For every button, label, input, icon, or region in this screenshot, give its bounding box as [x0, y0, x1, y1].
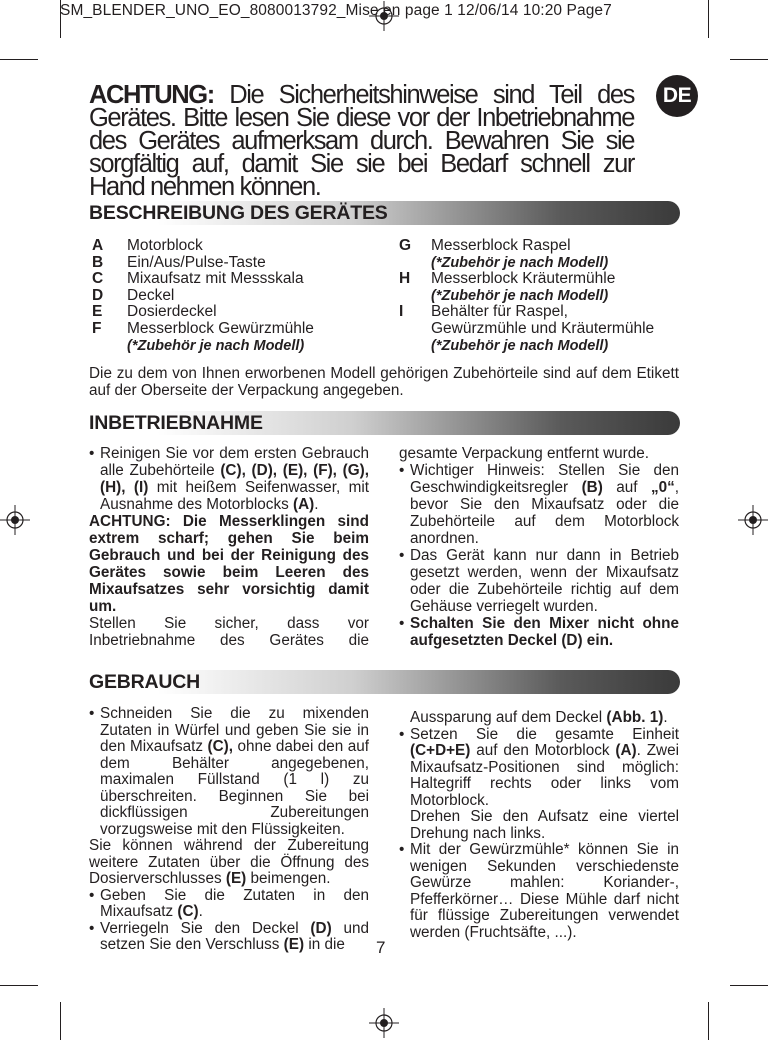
paragraph: Sie können während der Zubereitung weitere Zutaten über die Öffnung des Dosierverschlusses (E) beimengen.	[89, 837, 369, 887]
section-title-usage: GEBRAUCH	[89, 671, 201, 693]
list-item-note: (*Zubehör je nach Modell)	[127, 337, 305, 354]
list-item: • Schneiden Sie die zu mixenden Zutaten in Würfel und geben Sie sie in den Mixaufsatz (C), ohne dabei den auf dem Behälter angegebenen, maximalen Füllstand (1 l) zu überschreiten. Beginnen Sie bei dickflüssigen Zubereitungen vorzugsweise mit den Flüssigkeiten.	[89, 706, 369, 838]
list-item: H Messerblock Kräutermühle	[399, 270, 616, 288]
list-item-note: (*Zubehör je nach Modell)	[431, 287, 609, 304]
list-item: F Messerblock Gewürzmühle	[92, 319, 314, 337]
warning-text: Die Sicherheitshinweise sind Teil des Gerätes. Bitte lesen Sie diese vor der Inbetriebnahme des Gerätes aufmerksam durch. Bewahren Sie sie sorgfältig auf, damit Sie sie bei Bedarf schnell zur Hand nehmen können.	[89, 81, 634, 201]
section-heading-bar	[86, 201, 680, 225]
list-item-note: (*Zubehör je nach Modell)	[431, 254, 609, 271]
crop-mark	[708, 1002, 709, 1040]
crop-mark	[60, 1002, 61, 1040]
warning-label: ACHTUNG:	[89, 81, 214, 109]
list-item: C Mixaufsatz mit Messskala	[92, 270, 304, 288]
list-item: • Verriegeln Sie den Deckel (D) und setzen Sie den Verschluss (E) in die	[89, 921, 369, 954]
registration-mark-icon	[369, 1008, 399, 1038]
list-item: • Das Gerät kann nur dann in Betrieb gesetzt werden, wenn der Mixaufsatz oder die Zubehörteile richtig auf dem Gehäuse verriegelt wurden.	[399, 547, 679, 615]
setup-left-column	[89, 445, 369, 649]
list-item: • Geben Sie die Zutaten in den Mixaufsatz (C).	[89, 888, 369, 921]
blade-warning: ACHTUNG: Die Messerklingen sind extrem scharf; gehen Sie beim Gebrauch und bei der Reinigung des Gerätes sowie beim Leeren des Mixaufsatzes sehr vorsichtig damit um.	[89, 513, 369, 615]
section-heading-bar	[86, 411, 680, 435]
list-item: • Setzen Sie die gesamte Einheit (C+D+E) auf den Motorblock (A). Zwei Mixaufsatz-Positionen sind möglich: Haltegriff rechts oder links vom Motorblock.	[399, 727, 679, 810]
page-number: 7	[376, 938, 386, 957]
list-item: E Dosierdeckel	[92, 303, 217, 321]
list-item-note: (*Zubehör je nach Modell)	[431, 337, 609, 354]
list-item: Gewürzmühle und Kräutermühle	[431, 319, 655, 337]
list-item: D Deckel	[92, 286, 175, 304]
list-item: I Behälter für Raspel,	[399, 303, 568, 321]
list-item: G Messerblock Raspel	[399, 237, 571, 254]
safety-warning	[89, 81, 634, 201]
list-item: • Mit der Gewürzmühle* können Sie in wenigen Sekunden verschiedenste Gewürze mahlen: Koriander-, Pfefferkörner… Diese Mühle darf nicht für flüssige Zubereitungen verwendet werden (Fruchtsäfte, ...).	[399, 842, 679, 941]
accessory-note: Die zu dem von Ihnen erworbenen Modell gehörigen Zubehörteile sind auf dem Etikett auf der Oberseite der Verpackung angegeben.	[89, 365, 679, 399]
parts-list-right	[399, 238, 689, 354]
usage-left-column	[89, 706, 369, 954]
paragraph: Aussparung auf dem Deckel (Abb. 1).	[410, 709, 668, 726]
crop-mark	[730, 985, 768, 986]
setup-right-column	[399, 445, 679, 649]
paragraph: gesamte Verpackung entfernt wurde.	[399, 445, 650, 462]
parts-list-left	[92, 238, 392, 354]
print-slug-header: SM_BLENDER_UNO_EO_8080013792_Mise en page 1 12/06/14 10:20 Page7	[60, 2, 612, 19]
crop-mark	[708, 0, 709, 38]
usage-right-column	[399, 710, 679, 941]
list-item: • Schalten Sie den Mixer nicht ohne aufgesetzten Deckel (D) ein.	[399, 615, 679, 649]
section-heading-bar	[86, 670, 680, 694]
list-item: A Motorblock	[92, 237, 203, 254]
crop-mark	[0, 985, 38, 986]
section-title-description: BESCHREIBUNG DES GERÄTES	[89, 202, 388, 224]
section-title-setup: INBETRIEBNAHME	[89, 412, 263, 434]
registration-mark-icon	[0, 505, 30, 535]
paragraph: Drehen Sie den Aufsatz eine viertel Drehung nach links.	[410, 808, 679, 842]
crop-mark	[730, 59, 768, 60]
language-badge: DE	[656, 75, 698, 117]
list-item: B Ein/Aus/Pulse-Taste	[92, 253, 266, 271]
list-item: • Wichtiger Hinweis: Stellen Sie den Geschwindigkeitsregler (B) auf „0“, bevor Sie den Mixaufsatz oder die Zubehörteile auf dem Motorblock anordnen.	[399, 462, 679, 547]
crop-mark	[0, 59, 38, 60]
list-item: • Reinigen Sie vor dem ersten Gebrauch alle Zubehörteile (C), (D), (E), (F), (G), (H), (I) mit heißem Seifenwasser, mit Ausnahme des Motorblocks (A).	[89, 445, 369, 513]
registration-mark-icon	[738, 505, 768, 535]
paragraph: Stellen Sie sicher, dass vor Inbetriebnahme des Gerätes die	[89, 615, 369, 649]
